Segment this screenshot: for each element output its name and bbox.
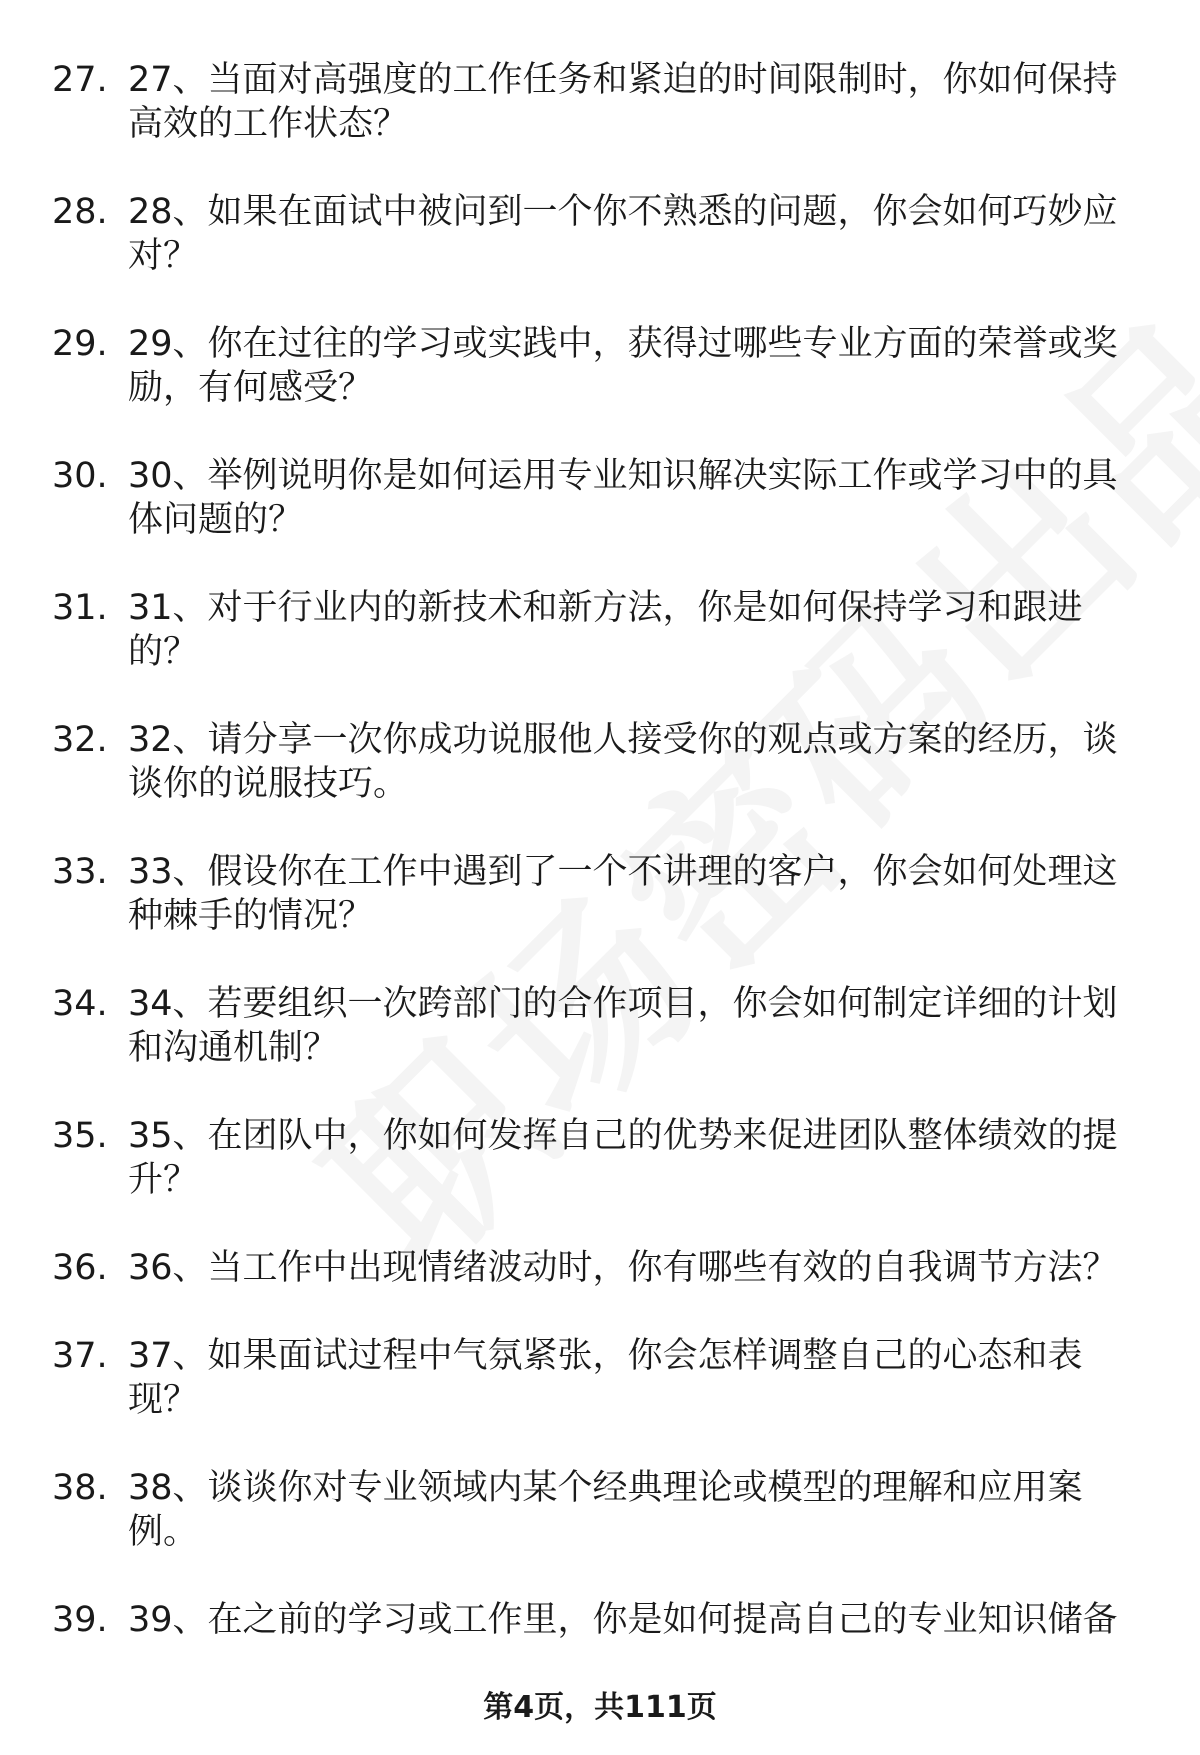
item-number: 35. [52,1116,108,1156]
list-item [52,1114,1148,1202]
list-item [52,718,1148,806]
list-item [52,586,1148,674]
item-number: 38. [52,1468,108,1508]
list-item [52,850,1148,938]
item-number: 29. [52,324,108,364]
item-text: 37、如果面试过程中气氛紧张，你会怎样调整自己的心态和表现？ [128,1336,1083,1420]
item-text: 36、当工作中出现情绪波动时，你有哪些有效的自我调节方法？ [128,1248,1118,1288]
list-item [52,322,1148,410]
question-list [0,58,1200,1686]
item-text: 31、对于行业内的新技术和新方法，你是如何保持学习和跟进的？ [128,588,1083,672]
list-item [52,1598,1148,1642]
item-number: 39. [52,1600,108,1640]
list-item [52,1466,1148,1554]
item-text: 33、假设你在工作中遇到了一个不讲理的客户，你会如何处理这种棘手的情况？ [128,852,1118,936]
item-text: 29、你在过往的学习或实践中，获得过哪些专业方面的荣誉或奖励，有何感受？ [128,324,1118,408]
item-text: 39、在之前的学习或工作里，你是如何提高自己的专业知识储备 [128,1600,1118,1640]
item-number: 34. [52,984,108,1024]
page-footer: 第4页，共111页 [483,1690,717,1725]
item-text: 27、当面对高强度的工作任务和紧迫的时间限制时，你如何保持高效的工作状态？ [128,60,1118,144]
item-number: 32. [52,720,108,760]
item-text: 32、请分享一次你成功说服他人接受你的观点或方案的经历，谈谈你的说服技巧。 [128,720,1118,804]
item-text: 28、如果在面试中被问到一个你不熟悉的问题，你会如何巧妙应对？ [128,192,1118,276]
list-item [52,454,1148,542]
item-number: 28. [52,192,108,232]
list-item [52,982,1148,1070]
item-text: 34、若要组织一次跨部门的合作项目，你会如何制定详细的计划和沟通机制？ [128,984,1118,1068]
item-number: 31. [52,588,108,628]
list-item [52,190,1148,278]
item-number: 30. [52,456,108,496]
item-text: 38、谈谈你对专业领域内某个经典理论或模型的理解和应用案例。 [128,1468,1083,1552]
item-text: 30、举例说明你是如何运用专业知识解决实际工作或学习中的具体问题的？ [128,456,1118,540]
item-number: 37. [52,1336,108,1376]
item-number: 27. [52,60,108,100]
item-text: 35、在团队中，你如何发挥自己的优势来促进团队整体绩效的提升？ [128,1116,1118,1200]
list-item [52,1334,1148,1422]
list-item [52,58,1148,146]
list-item [52,1246,1148,1290]
item-number: 36. [52,1248,108,1288]
item-number: 33. [52,852,108,892]
